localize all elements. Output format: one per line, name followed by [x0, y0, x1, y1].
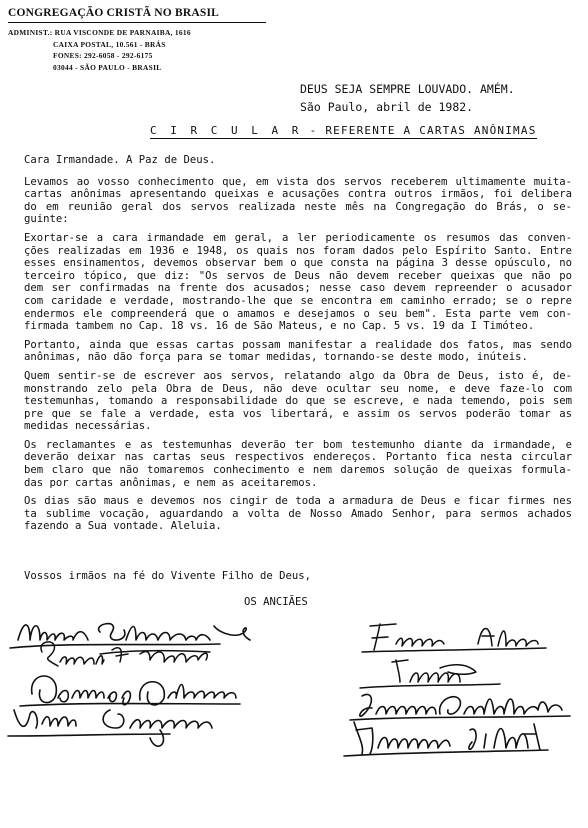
paragraph-line: Levamos ao vosso conhecimento que, em vista dos servos receberem ultimamente muita-	[24, 175, 572, 188]
signature-lemes	[360, 660, 500, 688]
signatories-heading: OS ANCIÃES	[244, 596, 308, 608]
paragraph-line: testemunhas, tomando a responsabilidade do que se escreve, e nada temendo, pois sem	[24, 395, 572, 408]
letterhead-address: ADMINIST.: RUA VISCONDE DE PARNAIBA, 1616	[8, 28, 191, 37]
greeting: Cara Irmandade. A Paz de Deus.	[24, 154, 216, 166]
body-paragraph	[24, 176, 572, 226]
organization-name: CONGREGAÇÃO CRISTÃ NO BRASIL	[8, 7, 220, 19]
paragraph-line: anônimas, não dão força para se tomar medidas, tornando-se deste modo, inúteis.	[24, 351, 528, 364]
paragraph-line: das por cartas anônimas, e nem as aceitaremos.	[24, 476, 318, 489]
paragraph-line: Os dias são maus e devemos nos cingir de toda a armadura de Deus e ficar firmes nes	[24, 495, 572, 508]
blessing-line: DEUS SEJA SEMPRE LOUVADO. AMÉM.	[300, 82, 515, 96]
letterhead-phones: FONES: 292-6058 - 292-6175	[53, 51, 153, 60]
paragraph-line: bem claro que não tomaremos conhecimento e nem daremos solução de queixas formula-	[24, 464, 572, 477]
subject-rest: - REFERENTE A CARTAS ANÔNIMAS	[309, 124, 537, 137]
paragraph-line: com caridade e verdade, mostrando-lhe que se encontra em caminho errado; se o repre	[24, 294, 572, 307]
paragraph-line: pre que se fale a verdade, esta vos libertará, e assim os servos poderão tomar as	[24, 407, 572, 420]
paragraph-line: fazendo a Sua vontade. Aleluia.	[24, 520, 222, 533]
subject-underline	[150, 138, 537, 139]
closing-line: Vossos irmãos na fé do Vivente Filho de Deus,	[24, 570, 312, 582]
paragraph-line: Portanto, ainda que essas cartas possam manifestar a realidade dos fatos, mas sendo	[24, 338, 572, 351]
signature-domingos-delgado	[20, 676, 240, 706]
body-paragraph	[24, 370, 572, 433]
signature-miguel-spina	[10, 624, 250, 648]
letter-body	[24, 154, 572, 539]
body-paragraph	[24, 439, 572, 489]
paragraph-line: monstrando zelo pela Obra de Deus, não deve ocultar seu nome, e deve faze-lo com	[24, 382, 572, 395]
paragraph-line: endermos ele compreenderá que o amamos e desejamos o seu bem". Esta parte vem con-	[24, 307, 572, 320]
body-paragraph	[24, 495, 572, 533]
letterhead-rule	[8, 22, 266, 23]
paragraph-line: terceiro tópico, que diz: "Os servos de Deus não devem receber queixas que não po	[24, 269, 572, 282]
letterhead-city: 03044 - SÃO PAULO - BRASIL	[53, 62, 162, 72]
paragraph-line: medidas necessárias.	[24, 420, 152, 433]
body-paragraphs	[24, 176, 572, 533]
signature-joaquim-carvalho	[350, 694, 570, 720]
paragraph-line: do em reunião geral dos servos realizada neste mês na Congregação do Brás, o se-	[24, 200, 572, 213]
paragraph-line: Os reclamantes e as testemunhas deverão ter bom testemunho diante da irmandade, e	[24, 438, 572, 451]
body-paragraph	[24, 232, 572, 333]
paragraph-line: Exortar-se a cara irmandade em geral, a ler periodicamente os resumos das conven-	[24, 231, 572, 244]
handwritten-signatures	[0, 610, 588, 760]
letterhead-po-box: CAIXA POSTAL, 10.561 - BRÁS	[53, 39, 166, 49]
paragraph-line: ções realizadas em 1936 e 1948, os quais nos foram dados pelo Espírito Santo. Entre	[24, 244, 572, 257]
paragraph-line: ta sublime vocação, aguardando a volta de Nosso Amado Senhor, para sermos achados	[24, 507, 572, 520]
body-paragraph	[24, 339, 572, 364]
paragraph-line: firmada tambem no Cap. 18 vs. 16 de São Mateus, e no Cap. 5 vs. 19 da I Timóteo.	[24, 320, 535, 333]
signature-antonio-netto	[344, 722, 548, 756]
paragraph-line: guinte:	[24, 213, 69, 226]
paragraph-line: deverão deixar nas cartas seus respectivos endereços. Portanto fica nesta circular	[24, 451, 572, 464]
letterhead	[8, 6, 278, 73]
header-block	[300, 80, 515, 116]
paragraph-line: dem ser confirmadas na frente dos acusados; nesse caso devem repreender o acusador	[24, 282, 572, 295]
signature-fernando-albora	[362, 624, 546, 652]
signature-vitorio-sangare	[8, 710, 212, 746]
signatures-block	[0, 610, 588, 760]
paragraph-line: cartas anônimas apresentando queixas e acusações contra outros irmãos, foi delibera	[24, 188, 572, 201]
place-date: São Paulo, abril de 1982.	[300, 100, 474, 114]
subject-title: C I R C U L A R	[150, 124, 302, 137]
paragraph-line: esses ensinamentos, devemos observar bem o que consta na página 3 desse opúsculo, no	[24, 257, 572, 270]
subject-line	[150, 124, 537, 137]
paragraph-line: Quem sentir-se de escrever aos servos, relatando algo da Obra de Deus, isto é, de-	[24, 369, 572, 382]
